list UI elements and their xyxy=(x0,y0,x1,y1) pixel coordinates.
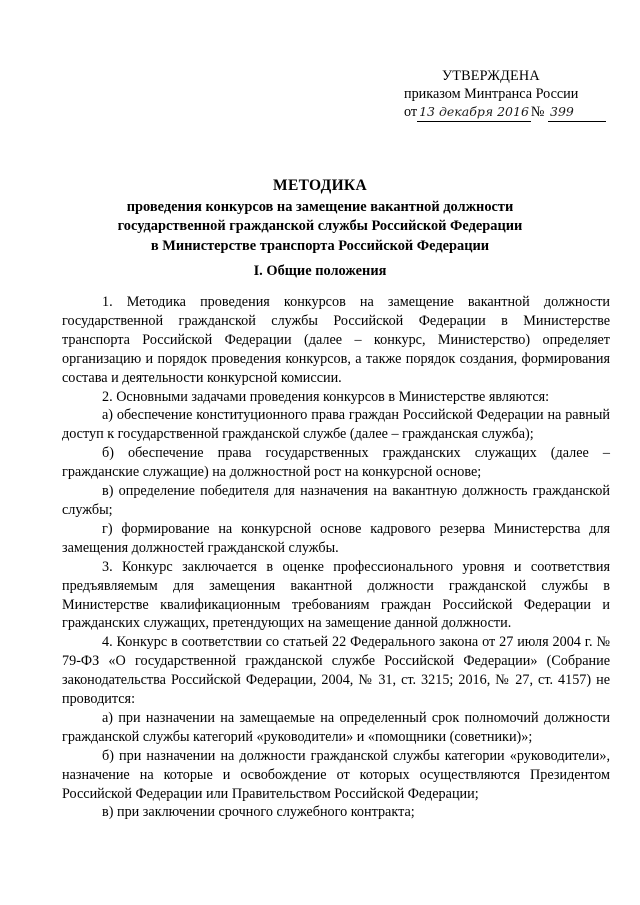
title-line-3: в Министерстве транспорта Российской Федерации xyxy=(150,237,490,254)
approval-status: УТВЕРЖДЕНА xyxy=(442,68,540,84)
paragraph: в) определение победителя для назначения на вакантную должность гражданской службы; xyxy=(62,483,610,518)
paragraph: 1. Методика проведения конкурсов на замещение вакантной должности государственной гражданской службы Российской Федерации в Министерстве транспорта Российской Федерации (далее – конкурс, Министерство) определяет организацию и порядок проведения конкурсов, а также порядок создания, формирования состава и деятельности конкурсной комиссии. xyxy=(62,294,610,386)
approval-date-handwritten: 13 декабря 2016 xyxy=(417,103,531,122)
paragraph: а) обеспечение конституционного права граждан Российской Федерации на равный доступ к государственной гражданской службе (далее – гражданская служба); xyxy=(62,407,610,443)
title-main: МЕТОДИКА xyxy=(273,177,367,194)
document-title xyxy=(60,176,580,256)
paragraph: 3. Конкурс заключается в оценке профессионального уровня и соответствия предъявляемым для замещения вакантной должности гражданской службы в Министерстве квалификационным требованиям граждан Российской Федерации и гражданских служащих, претендующих на замещение данной должности. xyxy=(62,558,610,632)
paragraph: 2. Основными задачами проведения конкурсов в Министерстве являются: xyxy=(102,388,550,405)
approval-date-line xyxy=(404,103,604,122)
title-line-1: проведения конкурсов на замещение вакантной должности xyxy=(126,198,514,215)
approval-stamp xyxy=(404,67,604,122)
approval-number-label: № xyxy=(530,104,545,120)
approval-order-line: приказом Минтранса России xyxy=(404,86,579,102)
title-line-2: государственной гражданской службы Российской Федерации xyxy=(117,218,523,234)
approval-number-handwritten: 399 xyxy=(548,103,606,122)
paragraph: г) формирование на конкурсной основе кадрового резерва Министерства для замещения должностей гражданской службы. xyxy=(62,520,610,556)
paragraph: б) при назначении на должности гражданской службы категории «руководители», назначение на которые и освобождение от которых осуществляются Президентом Российской Федерации или Правительством Российской Федерации; xyxy=(62,747,610,802)
approval-from-label: от xyxy=(404,104,418,120)
paragraph: в) при заключении срочного служебного контракта; xyxy=(102,804,415,821)
paragraph: б) обеспечение права государственных гражданских служащих (далее – гражданские служащие) на должностной рост на конкурсной основе; xyxy=(62,445,610,481)
paragraph: 4. Конкурс в соответствии со статьей 22 Федерального закона от 27 июля 2004 г. № 79-ФЗ «О государственной гражданской службе Российской Федерации» (Собрание законодательства Российской Федерации, 2004, № 31, ст. 3215; 2016, № 27, ст. 4157) не проводится: xyxy=(62,634,610,708)
body-text xyxy=(62,293,610,822)
paragraph: а) при назначении на замещаемые на определенный срок полномочий должности гражданской службы категорий «руководители» и «помощники (советники)»; xyxy=(62,709,610,745)
section-heading: I. Общие положения xyxy=(253,263,387,279)
